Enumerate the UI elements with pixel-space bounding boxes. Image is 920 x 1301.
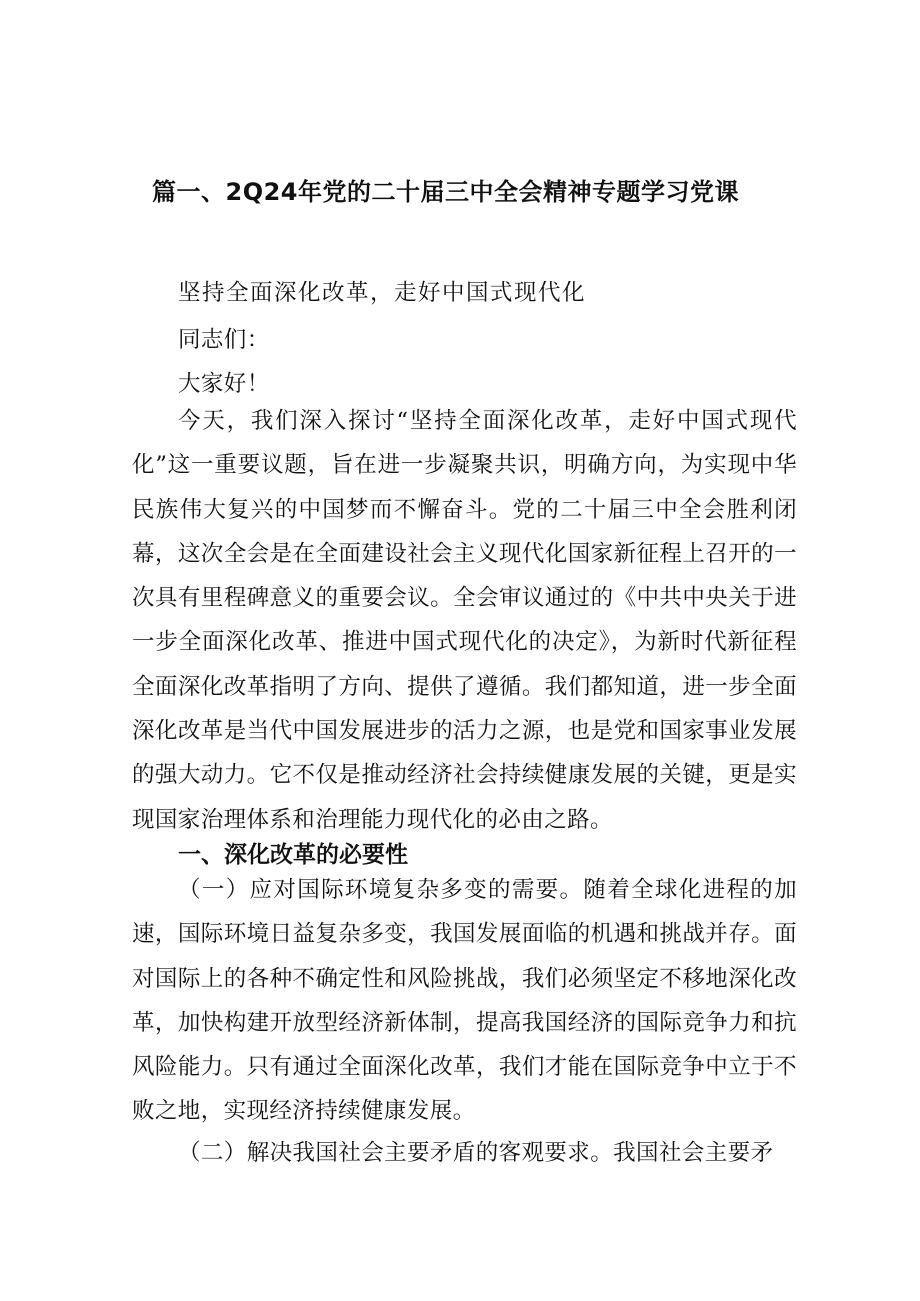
lecture-subtitle: 坚持全面深化改革，走好中国式现代化 <box>178 280 587 306</box>
body-paragraph: （二）解决我国社会主要矛盾的客观要求。我国社会主要矛 <box>178 1140 774 1166</box>
salutation: 同志们： <box>178 327 270 353</box>
body-paragraph: （一）应对国际环境复杂多变的需要。随着全球化进程的加速，国际环境日益复杂多变，我国发展面临的机遇和挑战并存。面对国际上的各种不确定性和风险挑战，我们必须坚定不移地深化改革，加快构建开放型经济新体制，提高我国经济的国际竞争力和抗风险能力。只有通过全面深化改革，我们才能在国际竞争中立于不败之地，实现经济持续健康发展。 <box>132 877 797 1125</box>
document-title: 篇一、2Q24年党的二十届三中全会精神专题学习党课 <box>152 178 739 206</box>
greeting: 大家好！ <box>178 371 270 397</box>
section-heading: 一、深化改革的必要性 <box>178 842 408 868</box>
intro-paragraph: 今天，我们深入探讨“坚持全面深化改革，走好中国式现代化”这一重要议题，旨在进一步凝聚共识，明确方向，为实现中华民族伟大复兴的中国梦而不懈奋斗。党的二十届三中全会胜利闭幕，这次全会是在全面建设社会主义现代化国家新征程上召开的一次具有里程碑意义的重要会议。全会审议通过的《中共中央关于进一步全面深化改革、推进中国式现代化的决定》，为新时代新征程全面深化改革指明了方向、提供了遵循。我们都知道，进一步全面深化改革是当代中国发展进步的活力之源，也是党和国家事业发展的强大动力。它不仅是推动经济社会持续健康发展的关键，更是实现国家治理体系和治理能力现代化的必由之路。 <box>132 408 797 833</box>
